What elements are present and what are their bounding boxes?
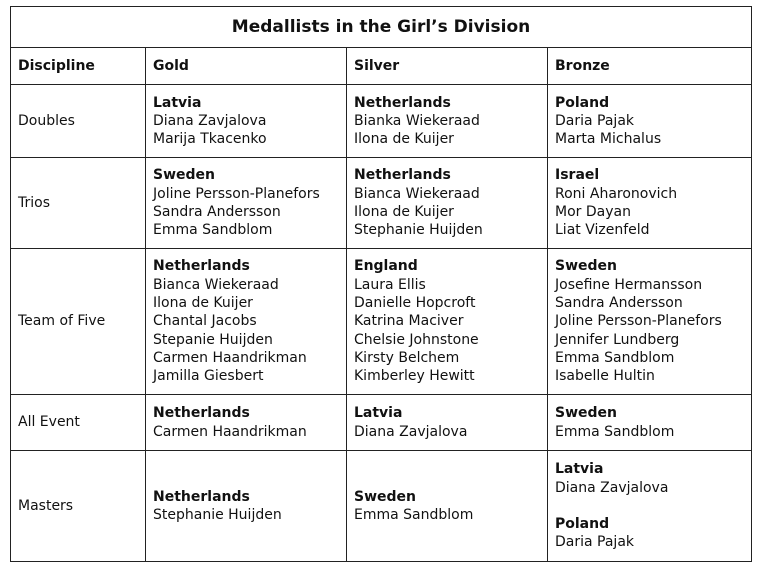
athlete-name: Carmen Haandrikman <box>153 423 307 440</box>
country-name: Poland <box>555 94 610 111</box>
silver-cell <box>347 85 548 158</box>
athlete-name: Emma Sandblom <box>153 222 273 239</box>
athlete-name: Chantal Jacobs <box>153 313 257 330</box>
header-silver: Silver <box>347 48 548 85</box>
silver-cell <box>347 249 548 395</box>
medal-group <box>555 460 751 497</box>
medal-group <box>153 488 346 525</box>
country-name: Latvia <box>153 94 202 111</box>
discipline-cell: Masters <box>11 451 146 562</box>
athlete-name: Diana Zavjalova <box>555 479 669 496</box>
header-bronze: Bronze <box>548 48 752 85</box>
country-name: Latvia <box>555 461 604 478</box>
athlete-name: Stephanie Huijden <box>354 222 483 239</box>
athlete-name: Mor Dayan <box>555 204 631 220</box>
header-discipline: Discipline <box>11 48 146 85</box>
athlete-name: Emma Sandblom <box>354 507 474 523</box>
bronze-cell <box>548 85 752 158</box>
table-row <box>11 158 752 249</box>
medal-group <box>354 257 547 385</box>
header-gold: Gold <box>146 48 347 85</box>
athlete-name: Ilona de Kuijer <box>153 295 253 312</box>
silver-cell <box>347 158 548 249</box>
medal-group <box>153 404 346 441</box>
athlete-name: Stephanie Huijden <box>153 507 282 523</box>
athlete-name: Marija Tkacenko <box>153 131 267 148</box>
country-name: Sweden <box>153 167 215 184</box>
athlete-name: Kimberley Hewitt <box>354 368 475 385</box>
athlete-name: Sandra Andersson <box>555 295 683 312</box>
medal-group <box>555 257 751 385</box>
medal-group <box>555 515 751 552</box>
athlete-name: Bianka Wiekeraad <box>354 112 480 129</box>
medal-group <box>153 94 346 149</box>
athlete-name: Liat Vizenfeld <box>555 222 650 239</box>
medal-group <box>354 404 547 441</box>
country-name: Netherlands <box>153 258 250 275</box>
athlete-name: Emma Sandblom <box>555 349 675 366</box>
country-name: Netherlands <box>153 488 250 505</box>
discipline-cell: All Event <box>11 395 146 451</box>
athlete-name: Emma Sandblom <box>555 423 675 440</box>
athlete-name: Laura Ellis <box>354 276 426 293</box>
athlete-name: Josefine Hermansson <box>555 276 703 293</box>
athlete-name: Isabelle Hultin <box>555 368 655 385</box>
athlete-name: Joline Persson-Planefors <box>153 185 320 202</box>
country-name: Israel <box>555 167 600 184</box>
table-row <box>11 85 752 158</box>
discipline-cell: Doubles <box>11 85 146 158</box>
athlete-name: Diana Zavjalova <box>354 423 468 440</box>
bronze-cell <box>548 158 752 249</box>
athlete-name: Sandra Andersson <box>153 204 281 220</box>
medal-group <box>354 488 547 525</box>
country-name: Netherlands <box>354 94 451 111</box>
medal-group <box>555 166 751 239</box>
athlete-name: Kirsty Belchem <box>354 349 460 366</box>
athlete-name: Danielle Hopcroft <box>354 295 476 312</box>
bronze-cell <box>548 249 752 395</box>
country-name: Sweden <box>555 405 617 422</box>
table-row <box>11 249 752 395</box>
country-name: Sweden <box>354 488 416 505</box>
gold-cell <box>146 451 347 562</box>
athlete-name: Diana Zavjalova <box>153 112 267 129</box>
gold-cell <box>146 249 347 395</box>
athlete-name: Bianca Wiekeraad <box>153 276 279 293</box>
athlete-name: Jennifer Lundberg <box>555 331 680 348</box>
athlete-name: Chelsie Johnstone <box>354 331 479 348</box>
athlete-name: Ilona de Kuijer <box>354 131 454 148</box>
athlete-name: Katrina Maciver <box>354 313 464 330</box>
country-name: Netherlands <box>354 167 451 184</box>
athlete-name: Marta Michalus <box>555 131 662 148</box>
country-name: Sweden <box>555 258 617 275</box>
header-row <box>11 48 752 85</box>
gold-cell <box>146 158 347 249</box>
athlete-name: Jamilla Giesbert <box>153 368 264 385</box>
medal-group <box>555 404 751 441</box>
country-name: Poland <box>555 516 610 532</box>
silver-cell <box>347 395 548 451</box>
athlete-name: Joline Persson-Planefors <box>555 313 722 330</box>
athlete-name: Ilona de Kuijer <box>354 204 454 220</box>
athlete-name: Daria Pajak <box>555 534 635 551</box>
athlete-name: Carmen Haandrikman <box>153 349 307 366</box>
bronze-cell <box>548 395 752 451</box>
athlete-name: Roni Aharonovich <box>555 185 678 202</box>
medallists-table <box>10 6 752 562</box>
athlete-name: Bianca Wiekeraad <box>354 185 480 202</box>
discipline-cell: Team of Five <box>11 249 146 395</box>
group-spacer <box>555 497 751 515</box>
gold-cell <box>146 395 347 451</box>
country-name: Latvia <box>354 405 403 422</box>
table-title: Medallists in the Girl’s Division <box>11 7 752 48</box>
bronze-cell <box>548 451 752 562</box>
gold-cell <box>146 85 347 158</box>
medal-group <box>354 94 547 149</box>
athlete-name: Daria Pajak <box>555 112 635 129</box>
country-name: Netherlands <box>153 405 250 422</box>
table-row <box>11 451 752 562</box>
medal-group <box>555 94 751 149</box>
medal-group <box>354 166 547 239</box>
medal-group <box>153 257 346 385</box>
medal-group <box>153 166 346 239</box>
table-row <box>11 395 752 451</box>
discipline-cell: Trios <box>11 158 146 249</box>
silver-cell <box>347 451 548 562</box>
athlete-name: Stepanie Huijden <box>153 331 273 348</box>
country-name: England <box>354 258 418 275</box>
